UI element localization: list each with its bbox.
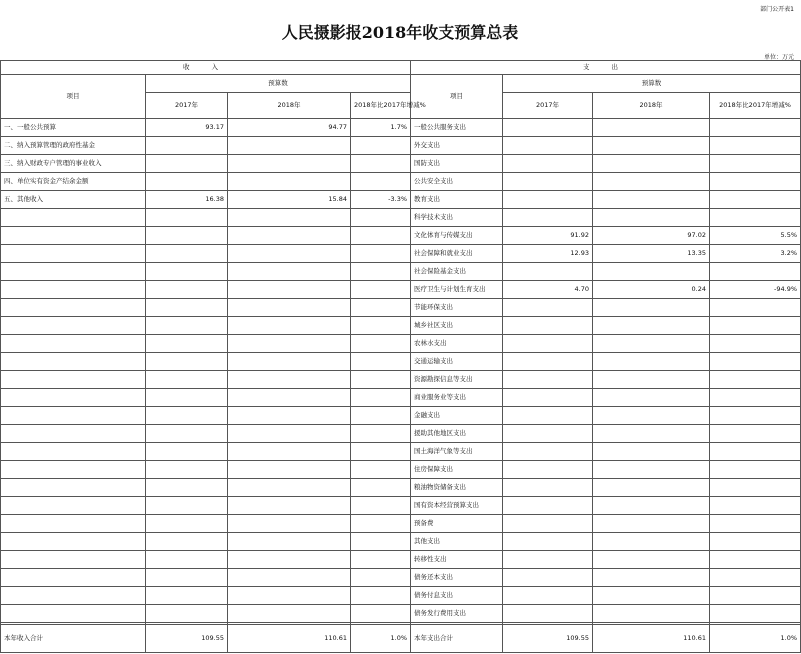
income-item-cell <box>1 550 146 568</box>
expense-change-cell <box>710 154 801 172</box>
income-total-change: 1.0% <box>351 625 411 653</box>
expense-2018-cell: 0.24 <box>593 280 710 298</box>
expense-change-cell <box>710 460 801 478</box>
expense-2017-cell <box>503 154 593 172</box>
income-change-cell <box>351 586 411 604</box>
income-2018-cell <box>228 262 351 280</box>
income-item-cell: 五、其他收入 <box>1 190 146 208</box>
income-2017-cell <box>146 388 228 406</box>
expense-change-cell <box>710 478 801 496</box>
expense-2017-cell <box>503 352 593 370</box>
table-row <box>1 136 801 154</box>
income-2017-cell <box>146 352 228 370</box>
expense-2018-cell <box>593 119 710 137</box>
income-2017-cell <box>146 514 228 532</box>
income-item-cell <box>1 244 146 262</box>
expense-item-cell: 一般公共服务支出 <box>411 119 503 137</box>
income-2018-cell: 15.84 <box>228 190 351 208</box>
expense-change-cell <box>710 298 801 316</box>
income-change-cell <box>351 208 411 226</box>
income-change-cell <box>351 172 411 190</box>
income-item-cell <box>1 460 146 478</box>
expense-change-cell <box>710 532 801 550</box>
income-2018-cell <box>228 334 351 352</box>
income-2018-header: 2018年 <box>228 93 351 119</box>
table-row <box>1 550 801 568</box>
expense-2017-cell <box>503 190 593 208</box>
expense-2018-header: 2018年 <box>593 93 710 119</box>
expense-change-cell <box>710 190 801 208</box>
expense-2018-cell <box>593 172 710 190</box>
expense-2017-cell <box>503 424 593 442</box>
expense-item-cell: 住房保障支出 <box>411 460 503 478</box>
expense-2017-cell <box>503 460 593 478</box>
expense-2017-cell <box>503 388 593 406</box>
income-2018-cell <box>228 244 351 262</box>
income-2018-cell <box>228 496 351 514</box>
expense-2018-cell <box>593 316 710 334</box>
expense-change-cell <box>710 388 801 406</box>
expense-item-cell: 公共安全支出 <box>411 172 503 190</box>
income-change-cell <box>351 496 411 514</box>
income-item-cell <box>1 442 146 460</box>
expense-2018-cell <box>593 190 710 208</box>
expense-2017-cell <box>503 442 593 460</box>
income-2017-cell <box>146 136 228 154</box>
table-row <box>1 370 801 388</box>
expense-2017-cell <box>503 478 593 496</box>
expense-2018-cell <box>593 550 710 568</box>
income-2017-header: 2017年 <box>146 93 228 119</box>
income-item-cell <box>1 514 146 532</box>
income-2018-cell <box>228 406 351 424</box>
expense-change-header: 2018年比2017年增减% <box>710 93 801 119</box>
expense-change-cell <box>710 568 801 586</box>
income-2017-cell <box>146 262 228 280</box>
expense-change-cell <box>710 550 801 568</box>
income-item-cell <box>1 424 146 442</box>
income-item-cell <box>1 298 146 316</box>
expense-2017-cell <box>503 514 593 532</box>
income-item-cell <box>1 604 146 622</box>
income-2018-cell <box>228 136 351 154</box>
table-row <box>1 352 801 370</box>
income-item-cell: 四、单位实有资金产结余金额 <box>1 172 146 190</box>
expense-item-cell: 城乡社区支出 <box>411 316 503 334</box>
income-2018-cell <box>228 550 351 568</box>
expense-2017-cell <box>503 406 593 424</box>
table-row <box>1 442 801 460</box>
income-change-cell <box>351 604 411 622</box>
income-2017-cell <box>146 532 228 550</box>
income-2018-cell <box>228 280 351 298</box>
income-total-2018: 110.61 <box>228 625 351 653</box>
expense-change-cell <box>710 136 801 154</box>
expense-2017-cell <box>503 586 593 604</box>
expense-2017-cell <box>503 496 593 514</box>
expense-change-cell: 5.5% <box>710 226 801 244</box>
income-change-cell <box>351 550 411 568</box>
table-row <box>1 496 801 514</box>
income-change-cell <box>351 370 411 388</box>
income-change-cell: -3.3% <box>351 190 411 208</box>
income-2018-cell <box>228 460 351 478</box>
expense-2018-cell <box>593 496 710 514</box>
expense-item-cell: 社会保险基金支出 <box>411 262 503 280</box>
expense-change-cell <box>710 514 801 532</box>
table-row <box>1 424 801 442</box>
income-2018-cell <box>228 226 351 244</box>
expense-2017-cell <box>503 119 593 137</box>
table-row <box>1 334 801 352</box>
expense-item-cell: 债务还本支出 <box>411 568 503 586</box>
expense-2018-cell: 97.02 <box>593 226 710 244</box>
expense-change-cell <box>710 172 801 190</box>
expense-2018-cell <box>593 406 710 424</box>
expense-2017-cell <box>503 370 593 388</box>
form-number-note: 部门公开表1 <box>760 6 794 13</box>
income-change-cell <box>351 424 411 442</box>
income-2018-cell <box>228 208 351 226</box>
income-2018-cell <box>228 442 351 460</box>
expense-total-2018: 110.61 <box>593 625 710 653</box>
expense-2017-header: 2017年 <box>503 93 593 119</box>
expense-2018-cell <box>593 478 710 496</box>
expense-2017-cell <box>503 568 593 586</box>
income-total-label: 本年收入合计 <box>1 625 146 653</box>
income-2018-cell <box>228 604 351 622</box>
income-2017-cell <box>146 208 228 226</box>
income-change-cell <box>351 298 411 316</box>
expense-item-cell: 外交支出 <box>411 136 503 154</box>
expense-2018-cell <box>593 604 710 622</box>
expense-item-cell: 援助其他地区支出 <box>411 424 503 442</box>
expense-item-cell: 文化体育与传媒支出 <box>411 226 503 244</box>
budget-body <box>1 119 801 625</box>
expense-total-2017: 109.55 <box>503 625 593 653</box>
table-row <box>1 154 801 172</box>
table-row <box>1 478 801 496</box>
expense-change-cell <box>710 424 801 442</box>
expense-2017-cell <box>503 298 593 316</box>
income-2017-cell <box>146 316 228 334</box>
income-2017-cell <box>146 280 228 298</box>
table-row <box>1 514 801 532</box>
income-2018-cell: 94.77 <box>228 119 351 137</box>
table-row <box>1 208 801 226</box>
expense-2018-cell <box>593 154 710 172</box>
expense-change-cell <box>710 262 801 280</box>
expense-total-change: 1.0% <box>710 625 801 653</box>
expense-change-cell <box>710 370 801 388</box>
income-2017-cell <box>146 550 228 568</box>
income-item-cell: 三、纳入财政专户管理的事业收入 <box>1 154 146 172</box>
income-2018-cell <box>228 478 351 496</box>
expense-item-cell: 交通运输支出 <box>411 352 503 370</box>
expense-budget-header: 预算数 <box>503 75 801 93</box>
income-change-cell: 1.7% <box>351 119 411 137</box>
income-change-cell <box>351 568 411 586</box>
expense-2018-cell <box>593 370 710 388</box>
expense-item-cell: 债务发行费用支出 <box>411 604 503 622</box>
income-total-2017: 109.55 <box>146 625 228 653</box>
expense-item-cell: 商业服务业等支出 <box>411 388 503 406</box>
expense-item-cell: 科学技术支出 <box>411 208 503 226</box>
income-change-cell <box>351 280 411 298</box>
expense-2017-cell <box>503 532 593 550</box>
income-2017-cell <box>146 604 228 622</box>
expense-2017-cell: 91.92 <box>503 226 593 244</box>
expense-change-cell: -94.9% <box>710 280 801 298</box>
expense-item-cell: 国防支出 <box>411 154 503 172</box>
income-2017-cell <box>146 586 228 604</box>
income-2018-cell <box>228 352 351 370</box>
income-2017-cell <box>146 370 228 388</box>
table-row <box>1 262 801 280</box>
expense-2018-cell <box>593 298 710 316</box>
income-item-cell <box>1 316 146 334</box>
income-2017-cell <box>146 424 228 442</box>
expense-change-cell <box>710 208 801 226</box>
income-2017-cell: 93.17 <box>146 119 228 137</box>
table-row <box>1 460 801 478</box>
expense-item-cell: 金融支出 <box>411 406 503 424</box>
income-2017-cell: 16.38 <box>146 190 228 208</box>
expense-2018-cell <box>593 208 710 226</box>
table-row <box>1 280 801 298</box>
income-change-cell <box>351 514 411 532</box>
expense-item-cell: 农林水支出 <box>411 334 503 352</box>
expense-item-header: 项目 <box>411 75 503 119</box>
table-row <box>1 244 801 262</box>
expense-change-cell <box>710 334 801 352</box>
income-2018-cell <box>228 568 351 586</box>
expense-item-cell: 债务付息支出 <box>411 586 503 604</box>
expense-2018-cell <box>593 352 710 370</box>
expense-2018-cell <box>593 586 710 604</box>
expense-change-cell <box>710 496 801 514</box>
expense-item-cell: 医疗卫生与计划生育支出 <box>411 280 503 298</box>
expense-item-cell: 粮油物资储备支出 <box>411 478 503 496</box>
income-2018-cell <box>228 514 351 532</box>
table-row <box>1 226 801 244</box>
income-2017-cell <box>146 172 228 190</box>
expense-item-cell: 社会保障和就业支出 <box>411 244 503 262</box>
income-change-cell <box>351 352 411 370</box>
expense-change-cell <box>710 586 801 604</box>
expense-item-cell: 国土海洋气象等支出 <box>411 442 503 460</box>
table-row <box>1 316 801 334</box>
expense-section-header: 支 出 <box>411 61 801 75</box>
expense-2017-cell: 12.93 <box>503 244 593 262</box>
income-2017-cell <box>146 496 228 514</box>
income-item-cell <box>1 370 146 388</box>
expense-item-cell: 国有资本经营预算支出 <box>411 496 503 514</box>
income-2017-cell <box>146 298 228 316</box>
expense-2018-cell <box>593 262 710 280</box>
expense-2017-cell <box>503 262 593 280</box>
expense-2018-cell <box>593 460 710 478</box>
income-change-cell <box>351 334 411 352</box>
income-2018-cell <box>228 316 351 334</box>
expense-2017-cell <box>503 334 593 352</box>
income-item-cell <box>1 208 146 226</box>
expense-item-cell: 其他支出 <box>411 532 503 550</box>
income-2017-cell <box>146 226 228 244</box>
income-2017-cell <box>146 460 228 478</box>
expense-change-cell <box>710 442 801 460</box>
income-item-cell <box>1 532 146 550</box>
expense-2018-cell <box>593 514 710 532</box>
expense-change-cell <box>710 316 801 334</box>
expense-item-cell: 预备费 <box>411 514 503 532</box>
income-change-cell <box>351 244 411 262</box>
income-2018-cell <box>228 298 351 316</box>
expense-2018-cell <box>593 334 710 352</box>
expense-item-cell: 资源勘探信息等支出 <box>411 370 503 388</box>
income-item-cell <box>1 586 146 604</box>
income-2017-cell <box>146 442 228 460</box>
table-row <box>1 586 801 604</box>
income-2017-cell <box>146 334 228 352</box>
income-item-cell <box>1 496 146 514</box>
income-2017-cell <box>146 406 228 424</box>
income-item-cell: 二、纳入预算管理的政府性基金 <box>1 136 146 154</box>
table-row <box>1 172 801 190</box>
income-2017-cell <box>146 244 228 262</box>
income-2018-cell <box>228 532 351 550</box>
income-item-cell <box>1 352 146 370</box>
table-row <box>1 568 801 586</box>
income-2017-cell <box>146 154 228 172</box>
income-change-header: 2018年比2017年增减% <box>351 93 411 119</box>
income-item-cell <box>1 388 146 406</box>
income-item-cell <box>1 226 146 244</box>
table-row <box>1 604 801 622</box>
table-row <box>1 406 801 424</box>
income-change-cell <box>351 478 411 496</box>
income-change-cell <box>351 460 411 478</box>
income-2018-cell <box>228 154 351 172</box>
income-change-cell <box>351 226 411 244</box>
expense-change-cell <box>710 352 801 370</box>
income-change-cell <box>351 136 411 154</box>
income-item-cell <box>1 262 146 280</box>
expense-item-cell: 转移性支出 <box>411 550 503 568</box>
income-item-cell <box>1 334 146 352</box>
expense-2017-cell <box>503 172 593 190</box>
income-item-cell <box>1 478 146 496</box>
income-change-cell <box>351 262 411 280</box>
income-change-cell <box>351 388 411 406</box>
income-item-cell <box>1 568 146 586</box>
table-row <box>1 119 801 137</box>
expense-2018-cell <box>593 442 710 460</box>
income-2018-cell <box>228 388 351 406</box>
expense-2018-cell <box>593 424 710 442</box>
income-2017-cell <box>146 568 228 586</box>
expense-2017-cell <box>503 208 593 226</box>
income-item-cell: 一、一般公共预算 <box>1 119 146 137</box>
expense-change-cell <box>710 406 801 424</box>
income-change-cell <box>351 316 411 334</box>
income-2018-cell <box>228 586 351 604</box>
income-item-cell <box>1 406 146 424</box>
income-2018-cell <box>228 424 351 442</box>
expense-change-cell: 3.2% <box>710 244 801 262</box>
income-2017-cell <box>146 478 228 496</box>
income-2018-cell <box>228 370 351 388</box>
income-change-cell <box>351 154 411 172</box>
income-2018-cell <box>228 172 351 190</box>
expense-change-cell <box>710 119 801 137</box>
expense-change-cell <box>710 604 801 622</box>
expense-2017-cell: 4.70 <box>503 280 593 298</box>
expense-2018-cell <box>593 136 710 154</box>
expense-2018-cell: 13.35 <box>593 244 710 262</box>
expense-2017-cell <box>503 316 593 334</box>
expense-2017-cell <box>503 136 593 154</box>
totals-row <box>1 625 801 653</box>
income-item-cell <box>1 280 146 298</box>
expense-item-cell: 教育支出 <box>411 190 503 208</box>
income-change-cell <box>351 532 411 550</box>
table-row <box>1 190 801 208</box>
unit-label: 单位：万元 <box>763 54 794 61</box>
income-change-cell <box>351 406 411 424</box>
budget-table <box>0 60 801 653</box>
expense-2017-cell <box>503 604 593 622</box>
income-budget-header: 预算数 <box>146 75 411 93</box>
table-row <box>1 298 801 316</box>
expense-item-cell: 节能环保支出 <box>411 298 503 316</box>
expense-total-label: 本年支出合计 <box>411 625 503 653</box>
income-change-cell <box>351 442 411 460</box>
expense-2017-cell <box>503 550 593 568</box>
table-row <box>1 388 801 406</box>
income-section-header: 收 入 <box>1 61 411 75</box>
table-row <box>1 532 801 550</box>
page-title: 人民摄影报2018年收支预算总表 <box>281 23 519 42</box>
expense-2018-cell <box>593 532 710 550</box>
income-item-header: 项目 <box>1 75 146 119</box>
expense-2018-cell <box>593 568 710 586</box>
expense-2018-cell <box>593 388 710 406</box>
